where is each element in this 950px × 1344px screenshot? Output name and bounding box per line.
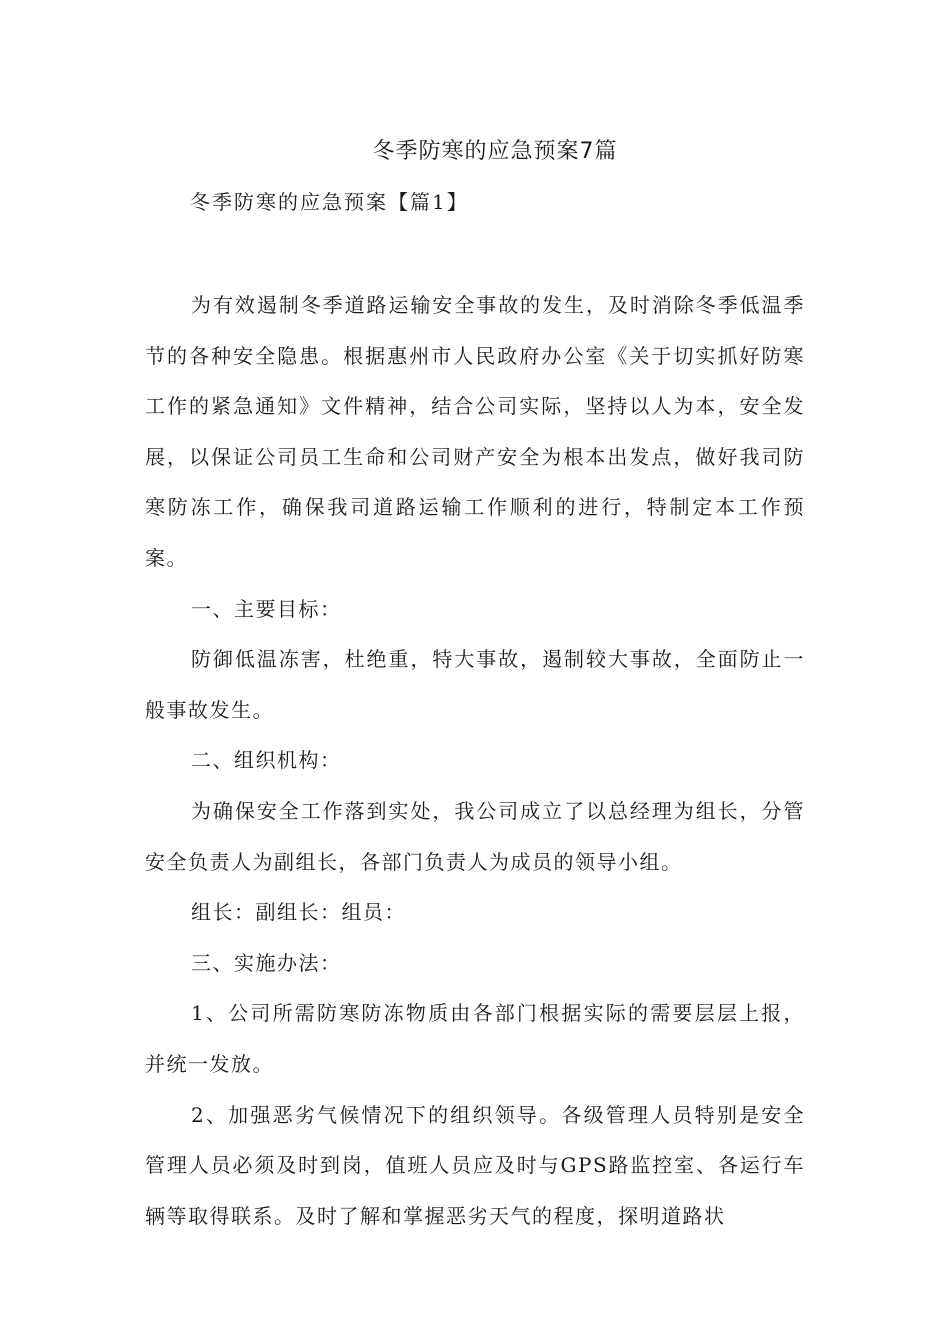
paragraph-item-1: 1、公司所需防寒防冻物质由各部门根据实际的需要层层上报，并统一发放。 bbox=[145, 1001, 805, 1076]
paragraph-item-2: 2、加强恶劣气候情况下的组织领导。各级管理人员特别是安全管理人员必须及时到岗，值班人员应及时与GPS路监控室、各运行车辆等取得联系。及时了解和掌握恶劣天气的程度，探明道路状 bbox=[145, 1102, 805, 1228]
paragraph-organization: 为确保安全工作落到实处，我公司成立了以总经理为组长，分管安全负责人为副组长，各部门负责人为成员的领导小组。 bbox=[145, 798, 805, 874]
paragraph-goals: 防御低温冻害，杜绝重，特大事故，遏制较大事故，全面防止一般事故发生。 bbox=[145, 647, 805, 722]
document-body bbox=[145, 280, 805, 1241]
heading-organization: 二、组织机构： bbox=[191, 748, 342, 773]
paragraph-members: 组长：副组长：组员： bbox=[191, 900, 406, 925]
paragraph-intro: 为有效遏制冬季道路运输安全事故的发生，及时消除冬季低温季节的各种安全隐患。根据惠州市人民政府办公室《关于切实抓好防寒工作的紧急通知》文件精神，结合公司实际，坚持以人为本，安全发展，以保证公司员工生命和公司财产安全为根本出发点，做好我司防寒防冻工作，确保我司道路运输工作顺利的进行，特制定本工作预案。 bbox=[145, 293, 805, 570]
section-heading: 冬季防寒的应急预案【篇1】 bbox=[190, 190, 469, 214]
heading-implementation: 三、实施办法： bbox=[191, 950, 342, 975]
document-title: 冬季防寒的应急预案7篇 bbox=[372, 139, 618, 164]
heading-main-goals: 一、主要目标： bbox=[191, 596, 342, 621]
